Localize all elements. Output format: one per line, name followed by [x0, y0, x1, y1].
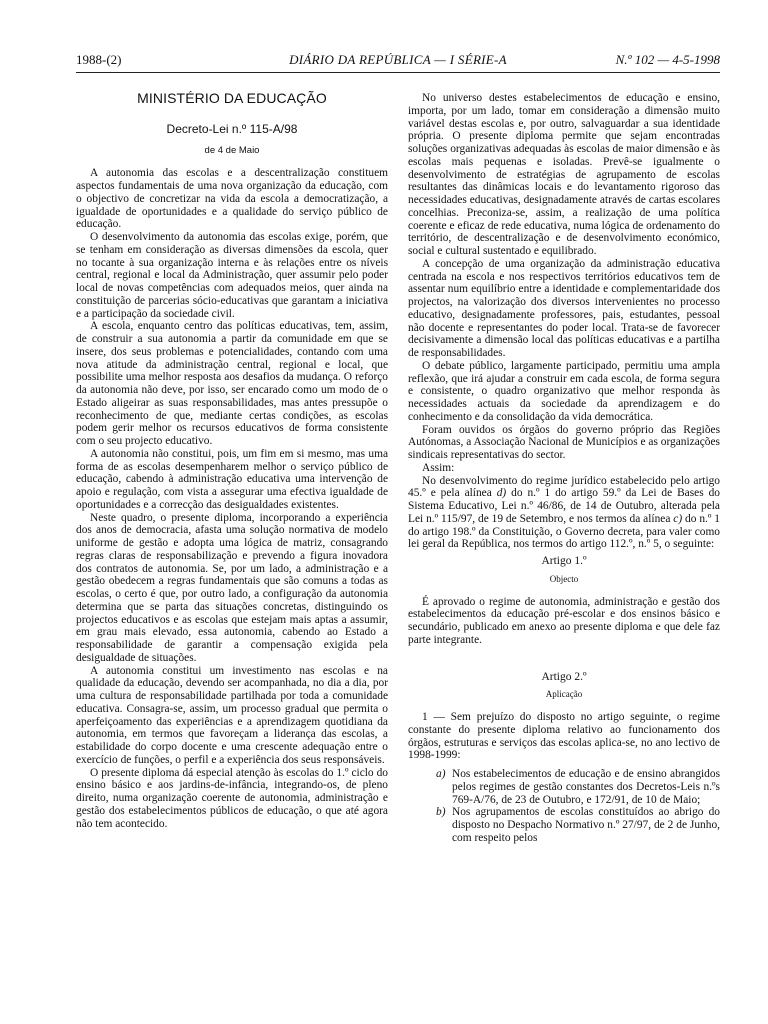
issue-number: N.º 102 — 4-5-1998 — [615, 52, 720, 67]
paragraph: No universo destes estabelecimentos de educação e ensino, importa, por um lado, tomar em consideração a dimensão muito variável destas escolas e, por outro, salvaguardar a sua identidade própria. O presente diploma permite que sejam encontradas soluções organizativas adequadas às escolas de maior dimensão e às escolas mais pequenas e isoladas. Prevê-se igualmente o desenvolvimento de estratégias de agrupamento de escolas resultantes das dinâmicas locais e do levantamento rigoroso das necessidades educativas, designadamente através de cartas escolares concelhias. Preconiza-se, assim, a realização de uma política coerente e eficaz de rede educativa, numa lógica de ordenamento do território, de descentralização e de desenvolvimento económico, social e cultural sustentado e equilibrado. — [408, 92, 720, 257]
paragraph: O debate público, largamente participado, permitiu uma ampla reflexão, que irá ajudar a construir em cada escola, de forma segura e consistente, o quadro organizativo que melhor responda às necessidades actuais da sociedade da aprendizagem e do conhecimento e da consolidação da vida democrática. — [408, 359, 720, 423]
paragraph: A autonomia não constitui, pois, um fim em si mesmo, mas uma forma de as escolas desempenharem melhor o serviço público de educação, cabendo à administração educativa uma intervenção de apoio e regulação, com vista a assegurar uma efectiva igualdade de oportunidades e a correcção das desigualdades existentes. — [76, 447, 388, 511]
journal-title: DIÁRIO DA REPÚBLICA — I SÉRIE-A — [289, 52, 507, 67]
article-2-title: Artigo 2.º — [541, 670, 587, 683]
decree-date: de 4 de Maio — [204, 144, 260, 156]
decree-title: Decreto-Lei n.º 115-A/98 — [166, 121, 298, 136]
decree-preamble: No desenvolvimento do regime jurídico estabelecido pelo artigo 45.º e pela alínea d) do n.º 1 do artigo 59.º da Lei de Bases do Sistema Educativo, Lei n.º 46/86, de 14 de Outubro, alterada pela Lei n.º 115/97, de 19 de Setembro, e nos termos da alínea c) do n.º 1 do artigo 198.º da Constituição, o Governo decreta, para valer como lei geral da República, nos termos do artigo 112.º, n.º 5, o seguinte: — [408, 474, 720, 551]
item-text: Nos estabelecimentos de educação e de ensino abrangidos pelos regimes de gestão constantes dos Decretos-Leis n.ºs 769-A/76, de 23 de Outubro, e 172/91, de 10 de Maio; — [452, 768, 720, 806]
article-2-subtitle: Aplicação — [545, 689, 583, 700]
page-header — [76, 50, 720, 73]
article-2-text: 1 — Sem prejuízo do disposto no artigo seguinte, o regime constante do presente diploma relativo ao funcionamento dos órgãos, estruturas e serviços das escolas aplica-se, no ano lectivo de 1998-1999: — [408, 711, 720, 762]
paragraph: A escola, enquanto centro das políticas educativas, tem, assim, de construir a sua autonomia a partir da comunidade em que se insere, dos seus problemas e potencialidades, contando com uma nova atitude da administração central, regional e local, que possibilite uma melhor resposta aos desafios da mudança. O reforço da autonomia não deve, por isso, ser encarado como um modo de o Estado aligeirar as suas responsabilidades, mas antes pressupõe o reconhecimento de que, mediante certas condições, as escolas podem gerir melhor os recursos educativos de forma consistente com o seu projecto educativo. — [76, 320, 388, 447]
article-1-title: Artigo 1.º — [541, 555, 587, 567]
paragraph: Neste quadro, o presente diploma, incorporando a experiência dos anos de democracia, afasta uma solução normativa de modelo uniforme de gestão e adopta uma lógica de matriz, consagrando regras claras de responsabilização e prevendo a figura inovadora dos contratos de autonomia. Se, por um lado, a administração e a gestão obedecem a regras fundamentais que são comuns a todas as escolas, o certo é que, por outro lado, a configuração da autonomia determina que se parta das situações concretas, distinguindo os projectos educativos e as escolas que estejam mais aptas a assumir, em grau mais elevado, essa autonomia, cabendo ao Estado a responsabilidade de garantir a compensação exigida pela desigualdade de situações. — [76, 511, 388, 664]
article-1-subtitle: Objecto — [549, 573, 579, 584]
ministry-heading: MINISTÉRIO DA EDUCAÇÃO — [137, 90, 327, 106]
item-marker: b) — [436, 806, 446, 819]
right-column — [408, 92, 720, 845]
paragraph: O presente diploma dá especial atenção às escolas do 1.º ciclo do ensino básico e aos jardins-de-infância, integrando-os, de pleno direito, numa organização coerente de autonomia, administração e gestão dos estabelecimentos públicos de educação, o que até agora não tem acontecido. — [76, 766, 388, 830]
list-item — [408, 768, 720, 806]
paragraph: Assim: — [422, 461, 455, 474]
item-text: Nos agrupamentos de escolas constituídos ao abrigo do disposto no Despacho Normativo n.º 27/97, de 2 de Junho, com respeito pelos — [452, 806, 720, 844]
paragraph: O desenvolvimento da autonomia das escolas exige, porém, que se tenham em consideração as diversas dimensões da escola, quer no tocante à sua organização interna e às relações entre os níveis central, regional e local da Administração, quer assumir pelo poder local de novas competências com adequados meios, quer ainda na constituição de parcerias sócio-educativas que garantam a iniciativa e a participação da sociedade civil. — [76, 231, 388, 320]
article-1-text: É aprovado o regime de autonomia, administração e gestão dos estabelecimentos da educação pré-escolar e dos ensinos básico e secundário, publicado em anexo ao presente diploma e que dele faz parte integrante. — [408, 595, 720, 646]
left-column — [76, 90, 388, 830]
page-number: 1988-(2) — [76, 52, 122, 67]
item-marker: a) — [436, 768, 446, 780]
list-item — [408, 806, 720, 844]
paragraph: A concepção de uma organização da administração educativa centrada na escola e nos respectivos territórios educativos tem de assentar num equilíbrio entre a identidade e complementaridade dos projectos, na valorização dos diversos intervenientes no processo educativo, designadamente professores, pais, estudantes, pessoal não docente e representantes do poder local. Trata-se de favorecer decisivamente a dimensão local das políticas educativas e a partilha de responsabilidades. — [408, 257, 720, 359]
paragraph: A autonomia constitui um investimento nas escolas e na qualidade da educação, devendo ser acompanhada, no dia a dia, por uma cultura de responsabilidade partilhada por toda a comunidade educativa. Consagra-se, assim, um processo gradual que permita o aperfeiçoamento das experiências e a aprendizagem quotidiana da autonomia, em termos que favoreçam a liderança das escolas, a estabilidade do corpo docente e uma crescente adequação entre o exercício de funções, o perfil e a experiência dos seus responsáveis. — [76, 664, 388, 766]
paragraph: Foram ouvidos os órgãos do governo próprio das Regiões Autónomas, a Associação Nacional de Municípios e as organizações sindicais representativas do sector. — [408, 423, 720, 461]
paragraph: A autonomia das escolas e a descentralização constituem aspectos fundamentais de uma nova organização da educação, com o objectivo de concretizar na vida da escola a democratização, a igualdade de oportunidades e a qualidade do serviço público de educação. — [76, 167, 388, 231]
